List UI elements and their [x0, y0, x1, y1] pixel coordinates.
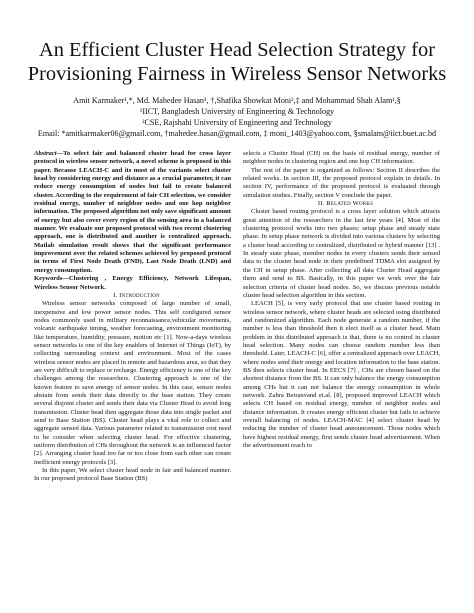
section-heading-related-works: II. Related Works	[317, 200, 374, 208]
section-heading-introduction: I. Introduction	[113, 291, 160, 299]
related-paragraph-2: LEACH [5], is very early protocol that use cluster based routing in wireless sensor network, where cluster heads are selected using distributed and randomized algorithm. Each node generate a random number, if the number is less than threshold then it elect itself as a cluster head. Main problem in this distributed approach is that, there is no control in cluster head selection. Many nodes can choose random number less than threshold. Later, LEACH-C [6], offer a centralized approach over LEACH, where nodes send their energy and location information to the base station. BS then selects cluster head. In EECS [7] , CHs are chosen based on the shortest distance from the BS. It can only balance the energy consumption among CHs but it can not balance the energy consumption in whole network. Zahra Beiranvand et.al. [8], proposed improved LEACH which selects CH based on residual energy, number of neighbor nodes and distance information. It creates energy efficient cluster but fails to achieve overall balancing of nodes. LEACH-MAC [4] select cluster head by reducing the number of cluster head announcement. Those nodes which have highest residual energy, first sends cluster head advertisement. When the advertisement reach to	[243, 300, 440, 450]
left-column	[34, 150, 231, 484]
title-line-2: Provisioning Fairness in Wireless Sensor Networks	[27, 63, 447, 85]
paper-title	[20, 38, 454, 86]
keywords: Keywords—Clustering , Energy Efficiency, Network Lifespan, Wireless Sensor Network.	[34, 275, 231, 291]
abstract-body: —To select fair and balanced cluster head for cross layer protocol in wireless sensor network, a novel scheme is proposed in this paper. Because LEACH-C and its most of the variants select cluster head by considering energy and distance as a crucial parameter, it can reduce energy consumption of nodes but fail to create balanced cluster. According to the requirement of fair CH selection, we consider residual energy, number of neighbor nodes and one hop neighbor information. The proposed algorithm not only save significant amount of energy but also cover every region of the sensing area in a balanced manner. We evaluate our proposed protocol with two recent clustering approach, one is distributed and another is centralized approach. Matlab simulation result shows that the significant performance improvement over the related schemes achieved by proposed protocol in terms of First Node Death (FND), Last Node Death (LND) and energy consumption.	[34, 150, 231, 274]
title-line-1: An Efficient Cluster Head Selection Strategy for	[39, 39, 435, 61]
intro-paragraph-2: In this paper, We select cluster head node in fair and balanced manner. In our proposed protocol Base Station (BS)	[34, 467, 231, 483]
author-emails: Email: *amitkarmaker06@gmail.com, †mahedee.hasan@gmail.com, ‡ moni_1403@yahoo.com, §smalam@iict.buet.ac.bd	[37, 129, 437, 138]
intro-paragraph-1: Wireless sensor networks composed of large number of small, inexpensive and low power sensor nodes. This self configured sensor nodes commonly used in military reconnaissance,vehicular movements, volcanic earthquake timing, weather forecasting, environment monitoring like temperature, humidity, pressure, motion etc [1]. Now-a-days wireless sensor networks is one of the key enablers of Internet of Things (IoT), by collecting surrounding context and environment. Most of the cases wireless sensor nodes are placed in remote and hazardous area, so that they are very difficult to replace or recharge. Energy efficiency is one of the key challenges among the researchers. Clustering approach is one of the known feature to save energy of sensor nodes. In this case, sensor nodes abstain from sends their data directly to the base station. They create several disjoint cluster and sends their data via Cluster Head to avoid long transmission. Cluster head then aggregate those data into single packet and send to Base Station (BS). Cluster head plays a vital role to collect and aggregate sensed data. Various parameter related to transmission cost need to be consider when selecting cluster head. For effective clustering, uniform distribution of CHs throughout the network is an influenced factor [2]. Arranging cluster head too far or too close from each other can create inefficient energy protocols [3].	[34, 300, 231, 466]
organization-paragraph: The rest of the paper is organized as follows: Section II describes the related works. In section III, the proposed protocol explain in details. In section IV, performance of the proposed protocol is evaluated through simulation studies. Finally, section V conclude the paper.	[243, 166, 440, 199]
intro-paragraph-continued: selects a Cluster Head (CH) on the basis of residual energy, number of neighbor nodes in clustering region and one hop CH information.	[243, 150, 440, 166]
related-paragraph-1: Cluster based routing protocol is a cross layer solution which attracts great attention of the researchers in the last few years [4]. Most of the clustering protocol works into two phases: setup phase and steady state phase. In setup phase network is divided into various clusters by selecting a cluster head according to centralized, distributed or hybrid manner [13] . In steady state phase, member nodes in every clusters sends their sensed data to the cluster head node in their predefined TDMA slot assigned by the CH in setup phase. After collecting all data Cluster Head aggregate them and send to BS. Basically, in this paper we work over the fair selection criteria of cluster head nodes. So, we discuss previous notable cluster head selection algorithm in this section.	[243, 208, 440, 299]
affiliation-1: ¹IICT, Bangladesh University of Engineering & Technology	[139, 107, 335, 116]
abstract	[34, 150, 231, 275]
right-column	[243, 150, 440, 450]
author-block	[20, 95, 454, 139]
author-names: Amit Karmaker¹,*, Md. Mahedee Hasan¹, †,Shafika Showkat Moni²,‡ and Mohammad Shah Alam¹,§	[73, 96, 401, 105]
affiliation-2: ²CSE, Rajshahi University of Engineering and Technology	[142, 118, 332, 127]
abstract-lead: Abstract	[34, 150, 57, 157]
